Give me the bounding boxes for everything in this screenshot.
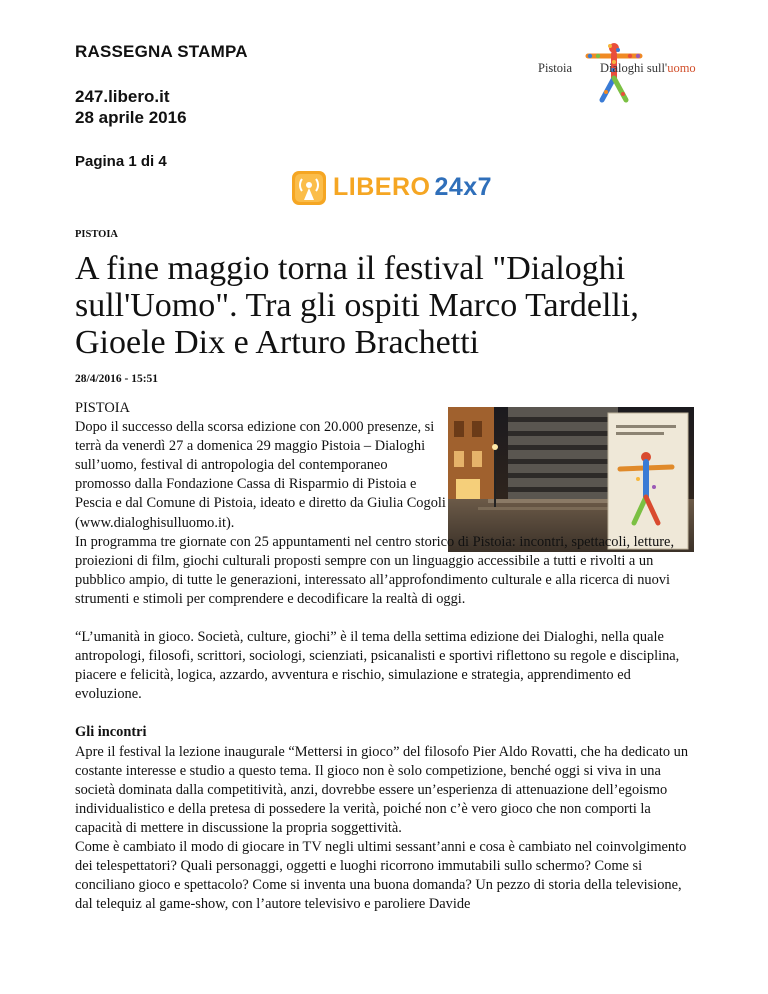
paragraph-intro: Dopo il successo della scorsa edizione con 20.000 presenze, si terrà da venerdì 27 a domenica 29 maggio Pistoia – Dialoghi sull’uomo, festival di antropologia del contemporaneo promosso dalla Fondazione Cassa di Risparmio di Pistoia e Pescia e dal Comune di Pistoia, ideato e diretto da Giulia Cogoli (www.dialoghisulluomo.it).	[75, 419, 446, 531]
paragraph-theme: “L’umanità in gioco. Società, culture, giochi” è il tema della settima edizione dei Dialoghi, nella quale antropologi, filosofi, scrittori, sociologi, scienziati, psicanalisti e sportivi riflettono su regole e disciplina, piacere e felicità, logica, azzardo, avventura e rischio, simulazione e strategia, apprendimento ed evoluzione.	[75, 629, 680, 703]
logo-text-24x7: 24x7	[434, 173, 493, 201]
publication-date: 28 aprile 2016	[75, 108, 187, 127]
paragraph-tv: Come è cambiato il modo di giocare in TV negli ultimi sessant’anni e cosa è cambiato nel coinvolgimento dei telespettatori? Quali personaggi, oggetti e luoghi ricorrono immutabili sullo schermo? Come si conciliano gioco e spettacolo? Come si inventa una buona domanda? Un pezzo di storia della televisione, dal telequiz al game-show, con l’autore televisivo e paroliere Davide	[75, 838, 687, 913]
logo-festival-name: Dialoghi sull'uomo	[600, 61, 696, 75]
paragraph-program: In programma tre giornate con 25 appuntamenti nel centro storico di Pistoia: incontri, spettacoli, letture, proiezioni di film, giochi culturali proposti sempre con un linguaggio accessibile a tutti e rivolti a un pubblico ampio, di tutte le generazioni, interessato all’approfondimento culturale e alla ricerca di nuovi strumenti e stimoli per comprendere e decodificare la realtà di oggi.	[75, 533, 675, 607]
subheading-incontri: Gli incontri	[75, 724, 147, 741]
article-timestamp: 28/4/2016 - 15:51	[75, 373, 159, 385]
section-label: PISTOIA	[75, 229, 118, 240]
article-body	[75, 399, 697, 933]
page-indicator: Pagina 1 di 4	[75, 153, 167, 170]
dialoghi-logo	[538, 40, 710, 104]
source-name: 247.libero.it	[75, 87, 170, 106]
logo-text-libero: LIBERO	[333, 173, 431, 201]
article-headline: A fine maggio torna il festival "Dialoghi sull'Uomo". Tra gli ospiti Marco Tardelli, Gioele Dix e Arturo Brachetti	[75, 250, 639, 361]
paragraph-opening: Apre il festival la lezione inaugurale “Mettersi in gioco” del filosofo Pier Aldo Rovatti, che ha dedicato un costante interesse e studio a questo tema. Il gioco non è solo competizione, benché oggi si viva in una società dominata dalla competitività, anzi, dovrebbe essere un’esperienza di attenuazione dell’egoismo individualistico e della pretesa di possedere la verità, poiché non c’è vero gioco che non comporti la capacità di mettere in discussione la propria soggettività.	[75, 743, 689, 836]
logo-city: Pistoia	[538, 61, 573, 75]
press-review-title: RASSEGNA STAMPA	[75, 42, 248, 61]
libero-24x7-logo	[291, 170, 493, 206]
broadcast-icon	[291, 170, 327, 206]
dateline: PISTOIA	[75, 400, 130, 416]
